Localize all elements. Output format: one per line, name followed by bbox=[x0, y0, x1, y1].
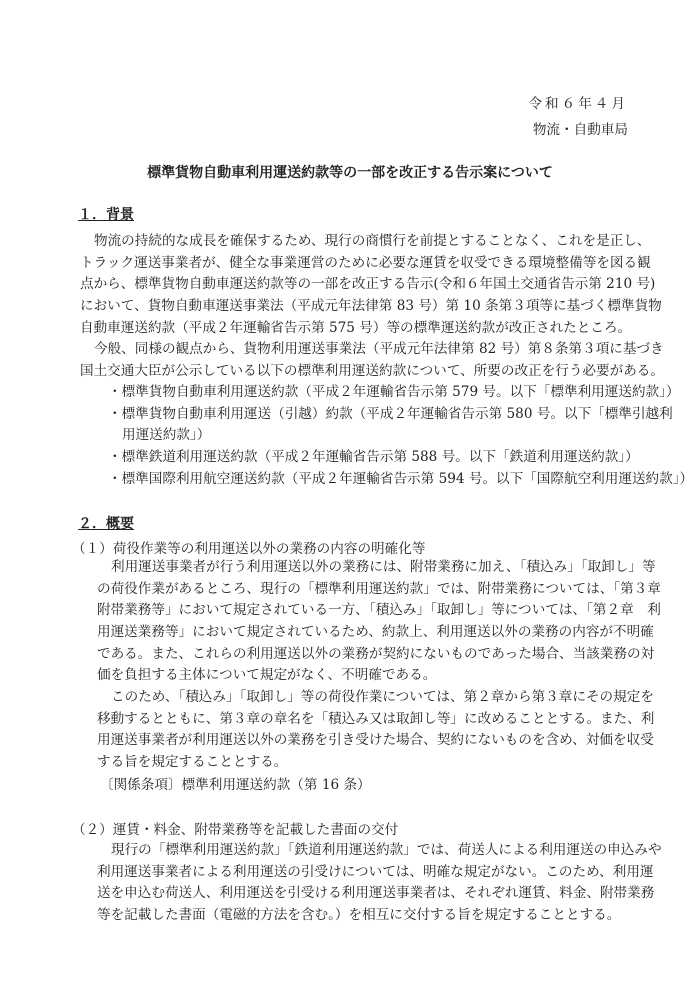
text-line: 今般、同様の観点から、貨物利用運送事業法（平成元年法律第 82 号）第８条第３項に基づき bbox=[94, 341, 664, 357]
text-line: 用運送事業者が利用運送以外の業務を引き受けた場合、契約にないものを含め、対価を収受 bbox=[97, 732, 654, 749]
section-1-para-1 bbox=[80, 231, 662, 339]
text-line: トラック運送事業者が、健全な事業運営のために必要な運賃を収受できる環境整備等を図る観 bbox=[80, 254, 651, 271]
text-line: である。また、これらの利用運送以外の業務が契約にないものであった場合、当該業務の対 bbox=[97, 645, 655, 662]
section-2-heading: ２．概要 bbox=[78, 516, 134, 532]
text-line: 物流の持続的な成長を確保するため、現行の商慣行を前提とすることなく、これを是正し、 bbox=[94, 233, 651, 249]
bullet-item bbox=[108, 469, 694, 491]
text-line: の荷役作業があるところ、現行の「標準利用運送約款」では、附帯業務については、「第３章 bbox=[97, 580, 661, 597]
section-1-heading: １．背景 bbox=[78, 207, 134, 223]
section-1-bullets bbox=[108, 382, 694, 490]
text-line: する旨を規定することとする。 bbox=[97, 754, 288, 771]
text-line: 国土交通大臣が公示している以下の標準利用運送約款について、所要の改正を行う必要がある。 bbox=[80, 362, 664, 379]
subsection-2-heading: （２）運賃・料金、附帯業務等を記載した書面の交付 bbox=[72, 822, 399, 838]
text-line: ・標準貨物自動車利用運送（引越）約款（平成２年運輸省告示第 580 号。以下「標準引越利 bbox=[108, 405, 673, 422]
text-line: 等を記載した書面（電磁的方法を含む。）を相互に交付する旨を規定することとする。 bbox=[97, 907, 621, 924]
subsection-1-para-2 bbox=[97, 687, 655, 774]
text-line: 移動するとともに、第３章の章名を「積込み又は取卸し等」に改めることとする。また、利 bbox=[97, 710, 655, 727]
document-date: 令和６年４月 bbox=[528, 96, 628, 112]
text-line: 点から、標準貨物自動車運送約款等の一部を改正する告示(令和６年国土交通省告示第 210 号) bbox=[80, 276, 656, 293]
subsection-1-related-clause: 〔関係条項〕標準利用運送約款（第 16 条） bbox=[100, 777, 371, 793]
document-bureau: 物流・自動車局 bbox=[532, 122, 628, 138]
text-line: において、貨物自動車運送事業法（平成元年法律第 83 号）第 10 条第３項等に基づく標準貨物 bbox=[80, 298, 662, 315]
bullet-item bbox=[108, 404, 673, 447]
subsection-1-para-1 bbox=[97, 557, 661, 687]
text-line: ・標準貨物自動車利用運送約款（平成２年運輸省告示第 579 号。以下「標準利用運送約款」） bbox=[108, 384, 680, 400]
text-line: ・標準国際利用航空運送約款（平成２年運輸省告示第 594 号。以下「国際航空利用運送約款」） bbox=[108, 470, 694, 487]
text-line: 用運送業務等」において規定されているため、約款上、利用運送以外の業務の内容が不明確 bbox=[97, 624, 654, 641]
text-line: 現行の「標準利用運送約款」「鉄道利用運送約款」では、荷送人による利用運送の申込みや bbox=[111, 842, 662, 858]
text-line: 利用運送事業者による利用運送の引受けについては、明確な規定がない。このため、利用運 bbox=[97, 863, 654, 880]
bullet-item bbox=[108, 382, 680, 404]
text-line: 自動車運送約款（平成２年運輸省告示第 575 号）等の標準運送約款が改正されたところ。 bbox=[80, 319, 632, 336]
subsection-1-heading: （１）荷役作業等の利用運送以外の業務の内容の明確化等 bbox=[72, 541, 426, 557]
page-title: 標準貨物自動車利用運送約款等の一部を改正する告示案について bbox=[147, 165, 553, 181]
text-line: 送を申込む荷送人、利用運送を引受ける利用運送事業者は、それぞれ運賃、料金、附帯業務 bbox=[97, 885, 655, 902]
text-line: 用運送約款」） bbox=[122, 427, 211, 444]
text-line: ・標準鉄道利用運送約款（平成２年運輸省告示第 588 号。以下「鉄道利用運送約款」） bbox=[108, 449, 639, 466]
section-1-para-2 bbox=[80, 339, 664, 382]
text-line: 利用運送事業者が行う利用運送以外の業務には、附帯業務に加え、「積込み」「取卸し」等 bbox=[111, 559, 656, 575]
text-line: 価を負担する主体について規定がなく、不明確である。 bbox=[97, 667, 437, 684]
subsection-2-para-1 bbox=[97, 840, 662, 927]
text-line: このため、「積込み」「取卸し」等の荷役作業については、第２章から第３章にその規定を bbox=[111, 689, 654, 705]
text-line: 附帯業務等」において規定されている一方、「積込み」「取卸し」等については、「第２章 利 bbox=[97, 602, 661, 619]
bullet-item bbox=[108, 447, 639, 469]
